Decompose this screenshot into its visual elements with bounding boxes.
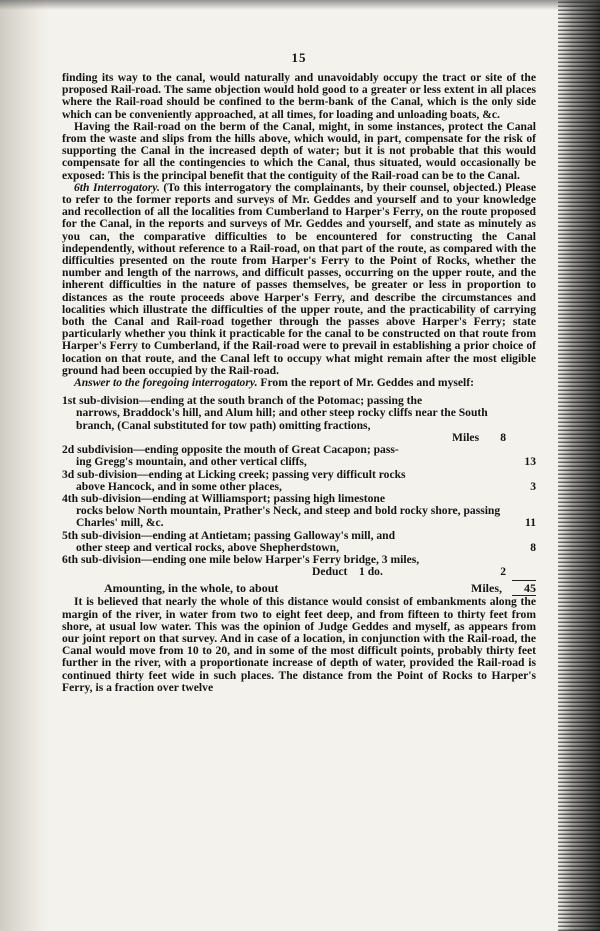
document-page (62, 50, 536, 694)
subdivision-miles-value: 8 (500, 430, 506, 444)
subdivision-miles-value: 8 (530, 540, 536, 554)
deduct-label: Deduct (312, 565, 348, 579)
subdivision-item (62, 444, 536, 468)
subdivision-continuation: other steep and vertical rocks, above Shepherdstown, (76, 540, 340, 554)
answer-text: From the report of Mr. Geddes and myself: (260, 376, 474, 390)
total-row (62, 580, 536, 596)
subdivision-item (62, 493, 536, 530)
subdivision-miles-value: 3 (530, 479, 536, 493)
subdivision-continuation: ing Gregg's mountain, and other vertical cliffs, (76, 455, 307, 469)
scan-top-edge (0, 0, 600, 10)
interrogatory-text: (To this interrogatory the complainants, by their counsel, objected.) Please to refer to the former reports and surveys of Mr. Geddes and yourself and to your knowledge and recollection of all the localities from Cumberland to Harper's Ferry, on the route proposed for the Canal, in the reports and surveys of Mr. Geddes and yourself, and state as minutely as you can, the comparative difficulties to be encountered for constructing the Canal independently, without reference to a Rail-road, on that part of the route, as compared with the difficulties presented on the route from Harper's Ferry to the Point of Rocks, whether the number and length of the narrows, and difficult passes, occurring on the upper route, and the inherent difficulties in the nature of passes themselves, be greater or less in proportion to distances as the route proceeds above Harper's Ferry, and describe the circumstances and localities which illustrate the difficulties of the upper route, and the practicability of carrying both the Canal and Rail-road together through the passes above Harper's Ferry; state particularly whether you think it practicable for the canal to be constructed on that route from Harper's Ferry to Cumberland, if the Rail-road were to prevail in establishing a prior choice of location on that route, and the Canal left to occupy what might remain after the most eligible ground had been occupied by the Rail-road. (62, 180, 536, 377)
scanned-page-edge (558, 0, 600, 931)
answer-paragraph (62, 377, 536, 389)
interrogatory-heading: 6th Interrogatory. (74, 180, 160, 194)
subdivision-list (62, 395, 536, 578)
subdivision-first-line: 1st sub-division—ending at the south branch of the Potomac; passing the (62, 394, 423, 408)
subdivision-item (62, 395, 536, 444)
paragraph-2: Having the Rail-road on the berm of the Canal, might, in some instances, protect the Canal from the waste and slips from the hills above, which would, in part, compensate for the risk of supporting the Canal in the increased depth of water; but it is not probable that this would compensate for all the contingencies to which the Canal, thus situated, would occasionally be exposed: This is the principal benefit that the contiguity of the Rail-road can be to the Canal. (62, 119, 536, 182)
subdivision-continuation: narrows, Braddock's hill, and Alum hill; and other steep rocky cliffs near the South branch, (Canal substituted for tow path) omitting fractions, (76, 406, 488, 432)
subdivision-miles-value: 2 (500, 565, 506, 579)
subdivision-miles-value: 13 (524, 455, 536, 469)
miles-column-label: Miles 8 (452, 430, 506, 444)
paragraph-1: finding its way to the canal, would naturally and unavoidably occupy the tract or site of the proposed Rail-road. The same objection would hold good to a greater or less extent in all places where the Rail-road should be confined to the berm-bank of the Canal, which is the only side which can be conveniently approached, at all times, for loading and unloading boats, &c. (62, 71, 536, 121)
subdivision-item (62, 530, 536, 554)
page-gutter-shadow (0, 0, 48, 931)
subdivision-first-line: 4th sub-division—ending at Williamsport; passing high limestone (62, 491, 385, 505)
total-label: Amounting, in the whole, to about (104, 581, 279, 596)
subdivision-first-line: 6th sub-division—ending one mile below Harper's Ferry bridge, 3 miles, (62, 552, 420, 566)
subdivision-miles-value: 11 (525, 516, 536, 530)
answer-heading: Answer to the foregoing interrogatory. (74, 376, 258, 390)
deduct-value: 1 do. (359, 565, 383, 579)
total-miles-label: Miles, (471, 581, 502, 596)
interrogatory-paragraph (62, 182, 536, 377)
subdivision-continuation: above Hancock, and in some other places, (76, 479, 282, 493)
subdivision-first-line: 3d sub-division—ending at Licking creek; passing very difficult rocks (62, 467, 406, 481)
subdivision-continuation: rocks below North mountain, Prather's Neck, and steep and bold rocky shore, passing Charles' mill, &c. (76, 504, 501, 530)
subdivision-item (62, 469, 536, 493)
page-number: 15 (291, 50, 307, 65)
subdivision-first-line: 5th sub-division—ending at Antietam; passing Galloway's mill, and (62, 528, 396, 542)
subdivision-item (62, 554, 536, 578)
deduct-row (62, 566, 506, 578)
total-value: 45 (512, 580, 536, 596)
closing-paragraph: It is believed that nearly the whole of this distance would consist of embankments along the margin of the river, in water from two to eight feet deep, and from fifteen to thirty feet from shore, at usual low water. This was the opinion of Judge Geddes and myself, as appears from our joint report on that survey. And in case of a location, in conjunction with the Rail-road, the Canal would move from 10 to 20, and in some of the most difficult points, probably thirty feet further in the river, with a proportionate increase of depth of water, provided the Rail-road is continued thirty feet wide in such places. The distance from the Point of Rocks to Harper's Ferry, is a fraction over twelve (62, 595, 536, 694)
subdivision-first-line: 2d subdivision—ending opposite the mouth of Great Cacapon; pass- (62, 443, 399, 457)
